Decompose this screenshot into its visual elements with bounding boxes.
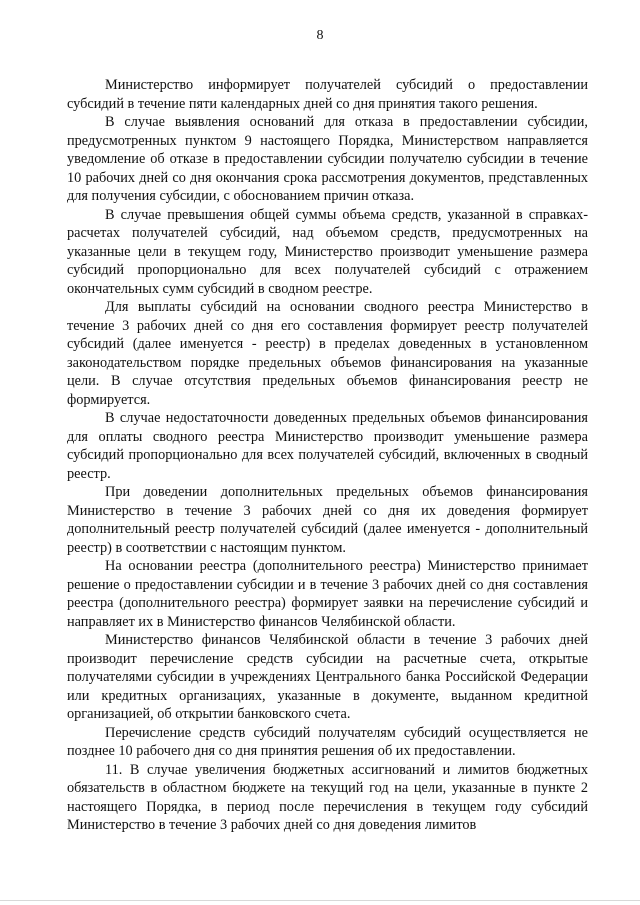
paragraph: В случае превышения общей суммы объема средств, указанной в справках-расчетах получателей субсидий, над объемом средств, предусмотренных на указанные цели в текущем году, Министерство производит уменьшение размера субсидий пропорционально для всех получателей субсидий с отражением окончательных сумм субсидий в сводном реестре. bbox=[67, 206, 588, 297]
page-number: 8 bbox=[316, 28, 324, 43]
paragraph: При доведении дополнительных предельных объемов финансирования Министерство в течение 3 рабочих дней со дня их доведения формирует дополнительный реестр получателей субсидий (далее именуется - дополнительный реестр) в соответствии с настоящим пунктом. bbox=[67, 484, 588, 556]
paragraph: Министерство финансов Челябинской области в течение 3 рабочих дней производит перечисление средств субсидии на расчетные счета, открытые получателями субсидии в учреждениях Центрального банка Российской Федерации или кредитных организациях, указанные в документе, выданном кредитной организацией, об открытии банковского счета. bbox=[67, 632, 588, 722]
paragraph: На основании реестра (дополнительного реестра) Министерство принимает решение о предоставлении субсидии и в течение 3 рабочих дней со дня составления реестра (дополнительного реестра) формирует заявки на перечисление субсидий и направляет их в Министерство финансов Челябинской области. bbox=[67, 558, 588, 630]
paragraph: В случае выявления оснований для отказа в предоставлении субсидии, предусмотренных пунктом 9 настоящего Порядка, Министерством направляется уведомление об отказе в предоставлении субсидии получателю субсидии в течение 10 рабочих дней со дня окончания срока рассмотрения документов, представленных для получения субсидии, с обоснованием причин отказа. bbox=[67, 114, 588, 204]
paragraph: В случае недостаточности доведенных предельных объемов финансирования для оплаты сводного реестра Министерство производит уменьшение размера субсидий пропорционально для всех получателей субсидий, включенных в сводный реестр. bbox=[67, 410, 588, 482]
paragraph: Министерство информирует получателей субсидий о предоставлении субсидий в течение пяти календарных дней со дня принятия такого решения. bbox=[67, 77, 588, 112]
scan-edge-line bbox=[0, 900, 640, 901]
document-body bbox=[67, 76, 588, 835]
paragraph: Перечисление средств субсидий получателям субсидий осуществляется не позднее 10 рабочего дня со дня принятия решения об их предоставлении. bbox=[67, 724, 588, 759]
paragraph: Для выплаты субсидий на основании сводного реестра Министерство в течение 3 рабочих дней со дня его составления формирует реестр получателей субсидий (далее именуется - реестр) в пределах доведенных в установленном законодательством порядке предельных объемов финансирования на указанные цели. В случае отсутствия предельных объемов финансирования реестр не формируется. bbox=[67, 299, 588, 408]
paragraph: 11. В случае увеличения бюджетных ассигнований и лимитов бюджетных обязательств в областном бюджете на текущий год на цели, указанные в пункте 2 настоящего Порядка, в период после перечисления в текущем году субсидий Министерство в течение 3 рабочих дней со дня доведения лимитов bbox=[67, 761, 588, 833]
